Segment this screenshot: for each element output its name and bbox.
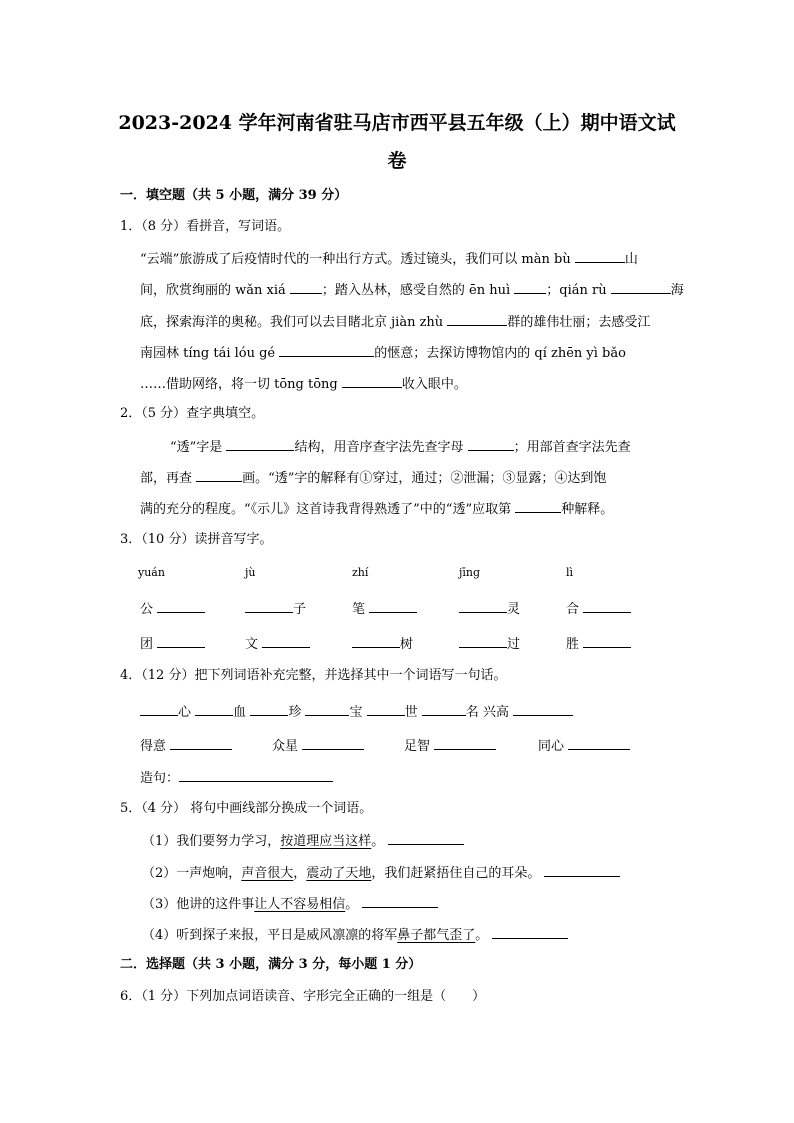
answer-blank[interactable] [434, 735, 496, 750]
q1-line-4: 南园林 tíng tái lóu gé 的惬意；去探访博物馆内的 qí zhēn yì bǎo [140, 342, 626, 364]
answer-blank[interactable] [196, 467, 242, 482]
pinyin-3: zhí [352, 566, 369, 579]
answer-blank[interactable] [305, 701, 349, 716]
question-4-heading: 4．（12 分）把下列词语补充完整，并选择其中一个词语写一句话。 [120, 668, 507, 683]
q5-item-2: （2）一声炮响，声音很大，震动了天地，我们赶紧捂住自己的耳朵。 [142, 862, 620, 884]
question-6-heading: 6．（1 分）下列加点词语读音、字形完全正确的一组是（ ） [120, 989, 486, 1004]
answer-blank[interactable] [369, 598, 417, 613]
answer-blank[interactable] [279, 342, 374, 357]
exam-title [110, 104, 684, 180]
answer-blank[interactable] [342, 373, 402, 388]
answer-blank[interactable] [170, 735, 232, 750]
answer-blank[interactable] [157, 633, 205, 648]
q3-item: 团 [140, 633, 205, 655]
answer-blank[interactable] [568, 735, 630, 750]
q3-item: 笔 [352, 598, 417, 620]
q3-item: 灵 [459, 598, 520, 620]
q4-item: 足智 [404, 735, 496, 757]
answer-blank[interactable] [362, 893, 438, 908]
answer-blank[interactable] [290, 279, 322, 294]
q2-line-1: “透”字是 结构，用音序查字法先查字母 ；用部首查字法先查 [170, 436, 631, 458]
q5-item-4: （4）听到探子来报，平日是威风凛凛的将军鼻子都气歪了。 [142, 924, 568, 946]
q4-item: 众星 [272, 735, 364, 757]
q5-item-3: （3）他讲的这件事让人不容易相信。 [142, 893, 438, 915]
answer-blank[interactable] [459, 633, 507, 648]
answer-blank[interactable] [250, 701, 288, 716]
title-line-2: 卷 [387, 150, 407, 172]
q5-item-1: （1）我们要努力学习，按道理应当这样。 [142, 830, 464, 852]
question-1-heading: 1．（8 分）看拼音，写词语。 [120, 219, 291, 234]
answer-blank[interactable] [583, 598, 631, 613]
pinyin-1: yuán [138, 566, 165, 579]
answer-blank[interactable] [140, 701, 178, 716]
answer-blank[interactable] [157, 598, 205, 613]
q1-line-5: ……借助网络，将一切 tōng tōng 收入眼中。 [140, 373, 467, 395]
answer-blank[interactable] [575, 248, 625, 263]
q1-line-1: “云端”旅游成了后疫情时代的一种出行方式。透过镜头，我们可以 màn bù 山 [140, 248, 638, 270]
q1-line-3: 底，探索海洋的奥秘。我们可以去目睹北京 jiàn zhù 群的雄伟壮丽；去感受江 [140, 311, 650, 333]
q3-item: 公 [140, 598, 205, 620]
answer-blank[interactable] [388, 830, 464, 845]
q3-item: 文 [245, 633, 310, 655]
answer-blank[interactable] [195, 701, 233, 716]
answer-blank[interactable] [226, 436, 294, 451]
q4-item: 同心 [538, 735, 630, 757]
section-multiple-choice: 二．选择题（共 3 小题，满分 3 分，每小题 1 分） [120, 957, 422, 972]
sentence-blank[interactable] [179, 767, 333, 782]
answer-blank[interactable] [459, 598, 507, 613]
answer-blank[interactable] [513, 701, 573, 716]
q3-item: 树 [352, 633, 413, 655]
answer-blank[interactable] [544, 862, 620, 877]
answer-blank[interactable] [515, 498, 561, 513]
answer-blank[interactable] [352, 633, 400, 648]
pinyin-2: jù [245, 566, 256, 579]
question-5-heading: 5．（4 分） 将句中画线部分换成一个词语。 [120, 801, 373, 816]
answer-blank[interactable] [611, 279, 671, 294]
answer-blank[interactable] [367, 701, 405, 716]
q3-item: 合 [566, 598, 631, 620]
pinyin-5: lì [566, 566, 574, 579]
answer-blank[interactable] [583, 633, 631, 648]
section-fill-in: 一．填空题（共 5 小题，满分 39 分） [120, 188, 348, 203]
q3-item: 胜 [566, 633, 631, 655]
q4-item: 得意 [140, 735, 232, 757]
q4-row-1: 心 血 珍 宝 世 名 兴高 [140, 701, 573, 723]
q4-sentence: 造句： [140, 767, 333, 789]
title-line-1: 2023-2024 学年河南省驻马店市西平县五年级（上）期中语文试 [118, 112, 676, 134]
answer-blank[interactable] [447, 311, 507, 326]
answer-blank[interactable] [468, 436, 514, 451]
question-3-heading: 3．（10 分）读拼音写字。 [120, 532, 273, 547]
answer-blank[interactable] [514, 279, 546, 294]
answer-blank[interactable] [262, 633, 310, 648]
answer-blank[interactable] [422, 701, 466, 716]
q3-item: 子 [245, 598, 306, 620]
pinyin-4: jīng [459, 566, 481, 579]
answer-blank[interactable] [302, 735, 364, 750]
q2-line-2: 部，再查 画。“透”字的解释有①穿过，通过；②泄漏；③显露；④达到饱 [140, 467, 606, 489]
question-2-heading: 2．（5 分）查字典填空。 [120, 406, 265, 421]
q2-line-3: 满的充分的程度。“《示儿》这首诗我背得熟透了”中的“透”应取第 种解释。 [140, 498, 613, 520]
answer-blank[interactable] [492, 924, 568, 939]
q1-line-2: 间，欣赏绚丽的 wǎn xiá ；踏入丛林，感受自然的 ēn huì ；qián rù 海 [140, 279, 684, 301]
answer-blank[interactable] [245, 598, 293, 613]
q3-item: 过 [459, 633, 520, 655]
